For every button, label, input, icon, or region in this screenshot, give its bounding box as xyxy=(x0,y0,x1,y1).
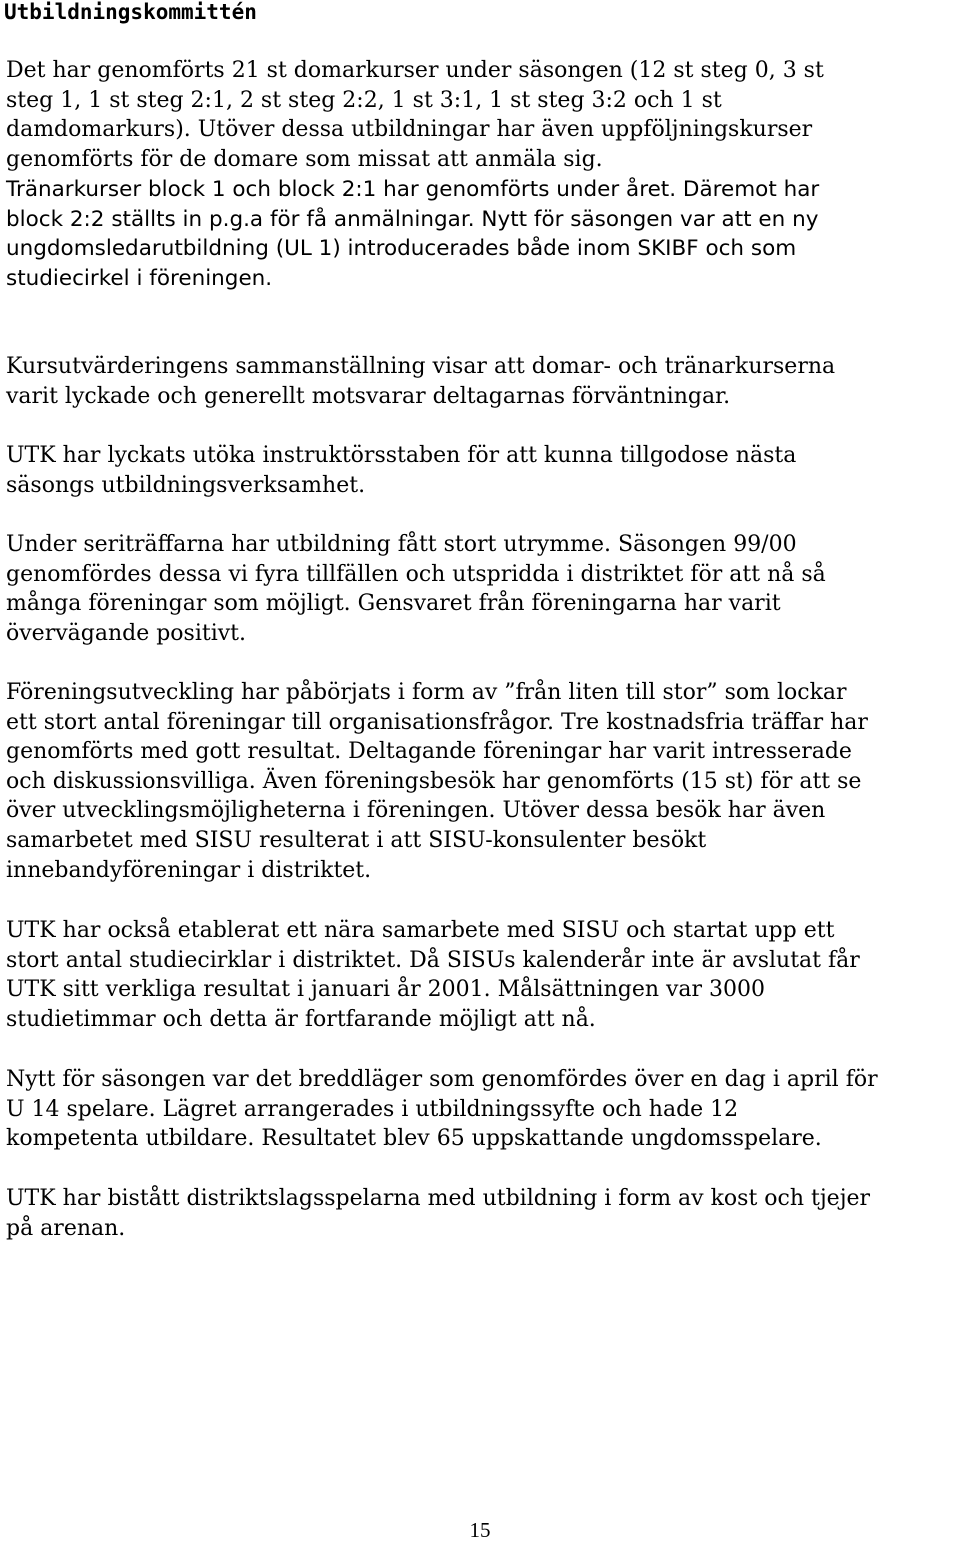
page-number: 15 xyxy=(469,1518,491,1542)
text-line: UTK har bistått distriktslagsspelarna med utbildning i form av kost och tjejer xyxy=(6,1186,871,1211)
text-line: Tränarkurser block 1 och block 2:1 har genomförts under året. Däremot har xyxy=(6,177,820,202)
text-line: genomförts med gott resultat. Deltagande föreningar har varit intresserade xyxy=(6,739,852,765)
paragraph-referee-courses xyxy=(6,56,956,174)
paragraph-instructor-staff xyxy=(6,441,956,500)
text-line: och diskussionsvilliga. Även föreningsbesök har genomförts (15 st) för att se xyxy=(6,768,862,794)
text-line: Det har genomförts 21 st domarkurser under säsongen (12 st steg 0, 3 st xyxy=(6,58,824,83)
text-line: genomförts för de domare som missat att anmäla sig. xyxy=(6,146,603,172)
text-line: på arenan. xyxy=(6,1215,126,1241)
text-line: studiecirkel i föreningen. xyxy=(6,265,273,291)
text-line: säsongs utbildningsverksamhet. xyxy=(6,472,366,498)
paragraph-district-team xyxy=(6,1184,956,1243)
text-line: U 14 spelare. Lägret arrangerades i utbildningssyfte och hade 12 xyxy=(6,1096,739,1122)
text-line: Nytt för säsongen var det breddläger som genomfördes över en dag i april för xyxy=(6,1067,878,1092)
text-line: varit lyckade och generellt motsvarar deltagarnas förväntningar. xyxy=(6,383,731,409)
text-line: studietimmar och detta är fortfarande möjligt att nå. xyxy=(6,1006,596,1032)
paragraph-series-meetings xyxy=(6,530,956,648)
paragraph-club-development xyxy=(6,678,956,885)
text-line: stort antal studiecirklar i distriktet. Då SISUs kalenderår inte är avslutat får xyxy=(6,947,860,973)
text-line: kompetenta utbildare. Resultatet blev 65 uppskattande ungdomsspelare. xyxy=(6,1126,822,1152)
text-line: innebandyföreningar i distriktet. xyxy=(6,857,372,883)
text-line: övervägande positivt. xyxy=(6,620,247,646)
paragraph-coach-courses xyxy=(6,175,956,293)
text-line: UTK har också etablerat ett nära samarbete med SISU och startat upp ett xyxy=(6,918,835,943)
text-line: många föreningar som möjligt. Gensvaret från föreningarna har varit xyxy=(6,591,781,617)
text-line: ungdomsledarutbildning (UL 1) introducerades både inom SKIBF och som xyxy=(6,236,797,262)
text-line: Under seriträffarna har utbildning fått stort utrymme. Säsongen 99/00 xyxy=(6,532,797,557)
text-line: Föreningsutveckling har påbörjats i form av ”från liten till stor” som lockar xyxy=(6,680,847,705)
text-line: block 2:2 ställts in p.g.a för få anmälningar. Nytt för säsongen var att en ny xyxy=(6,206,819,232)
text-line: steg 1, 1 st steg 2:1, 2 st steg 2:2, 1 st 3:1, 1 st steg 3:2 och 1 st xyxy=(6,87,722,113)
section-heading: Utbildningskommittén xyxy=(4,0,257,24)
text-line: damdomarkurs). Utöver dessa utbildningar har även uppföljningskurser xyxy=(6,117,813,143)
text-line: över utvecklingsmöjligheterna i föreningen. Utöver dessa besök har även xyxy=(6,798,826,824)
text-line: UTK sitt verkliga resultat i januari år 2001. Målsättningen var 3000 xyxy=(6,977,766,1003)
paragraph-course-evaluation xyxy=(6,352,956,411)
text-line: samarbetet med SISU resulterat i att SISU-konsulenter besökt xyxy=(6,827,707,853)
text-line: genomfördes dessa vi fyra tillfällen och utspridda i distriktet för att nå så xyxy=(6,561,826,587)
text-line: Kursutvärderingens sammanställning visar att domar- och tränarkurserna xyxy=(6,354,836,379)
paragraph-camp xyxy=(6,1065,956,1154)
paragraph-sisu-cooperation xyxy=(6,916,956,1034)
text-line: UTK har lyckats utöka instruktörsstaben för att kunna tillgodose nästa xyxy=(6,443,797,468)
text-line: ett stort antal föreningar till organisationsfrågor. Tre kostnadsfria träffar har xyxy=(6,709,868,735)
